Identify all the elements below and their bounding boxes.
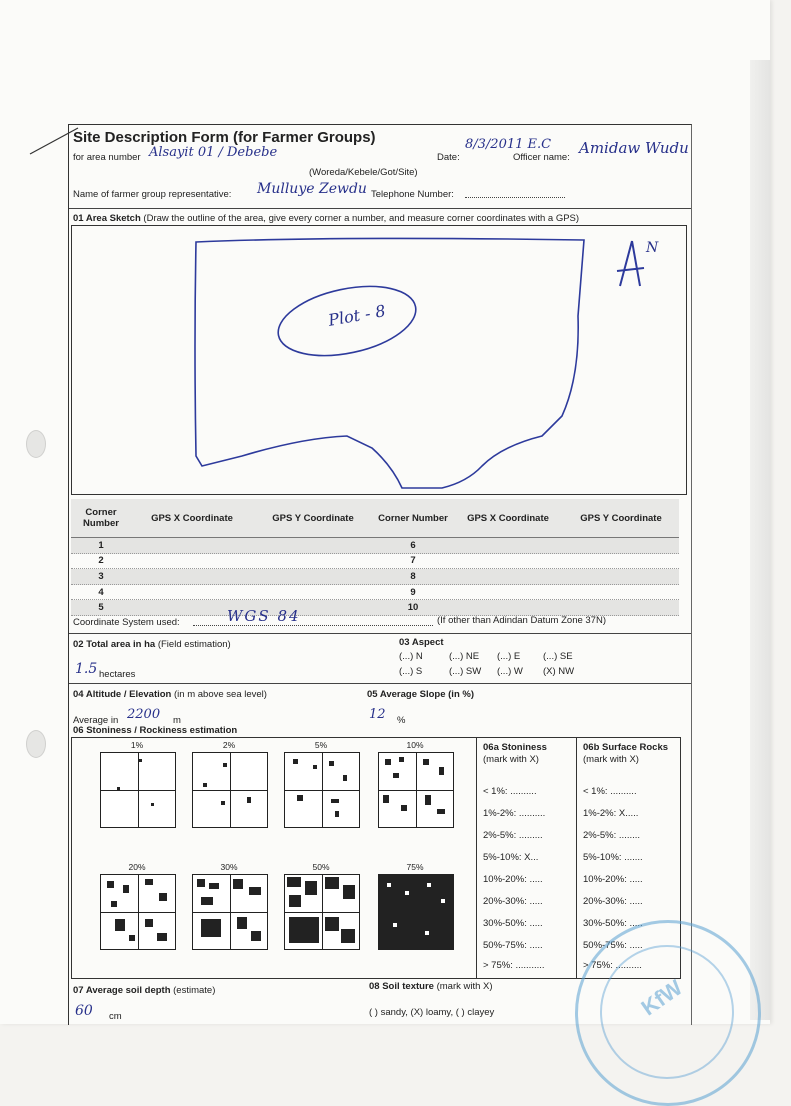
aspect-option-ne[interactable]: (...) NE (449, 651, 480, 662)
soil-texture-heading (369, 981, 493, 992)
soil-texture-options[interactable]: ( ) sandy, (X) loamy, ( ) clayey (369, 1007, 495, 1018)
corner-cell: 2 (98, 555, 104, 567)
surface-rocks-col-hint: (mark with X) (583, 754, 639, 765)
stoniness-col-title: 06a Stoniness (483, 742, 547, 753)
stoniness-sample-2 (192, 752, 268, 828)
slope-label: 05 Average Slope (in %) (367, 689, 474, 700)
pct-label: 20% (128, 862, 146, 872)
pct-label: 50% (312, 862, 330, 872)
stoniness-sample-1 (100, 752, 176, 828)
punch-hole (26, 730, 46, 758)
sketch-heading (73, 213, 579, 224)
corner-cell: 8 (410, 570, 416, 582)
officer-value: Amidaw Wudu (579, 139, 689, 157)
stoniness-sample-50 (284, 874, 360, 950)
coord-system-hint: (If other than Adindan Datum Zone 37N) (437, 615, 606, 626)
corner-cell: 9 (410, 586, 416, 598)
surface-rocks-col-title: 06b Surface Rocks (583, 742, 669, 753)
north-label: N (646, 240, 659, 256)
soil-texture-label: 08 Soil texture (369, 981, 434, 992)
surface-rocks-option[interactable]: 5%-10%: ....... (583, 852, 643, 863)
stoniness-sample-20 (100, 874, 176, 950)
phone-label: Telephone Number: (371, 189, 454, 200)
area-number-label: for area number (73, 152, 141, 163)
col-gps-y: GPS Y Coordinate (272, 512, 354, 524)
stoniness-column (476, 738, 577, 978)
table-row (71, 600, 679, 616)
stoniness-option[interactable]: 2%-5%: ......... (483, 830, 543, 841)
stoniness-sample-30 (192, 874, 268, 950)
woreda-hint: (Woreda/Kebele/Got/Site) (309, 167, 418, 178)
altitude-hint: (in m above sea level) (174, 689, 267, 700)
stoniness-label: 06 Stoniness / Rockiness estimation (73, 725, 238, 736)
pct-label: 75% (406, 862, 424, 872)
soil-depth-heading (73, 985, 215, 996)
coord-system-underline (193, 625, 433, 626)
pct-label: 5% (314, 740, 328, 750)
rep-label: Name of farmer group representative: (73, 189, 232, 200)
table-row (71, 554, 679, 570)
stoniness-sample-5 (284, 752, 360, 828)
corner-cell: 3 (98, 570, 104, 582)
corner-cell: 7 (410, 555, 416, 567)
pct-label: 30% (220, 862, 238, 872)
plot-label: Plot - 8 (326, 301, 387, 330)
total-area-value: 1.5 (75, 661, 98, 677)
surface-rocks-option[interactable]: 10%-20%: ..... (583, 874, 643, 885)
table-row (71, 538, 679, 554)
area-number-value: Alsayit 01 / Debebe (149, 145, 278, 160)
stoniness-sample-10 (378, 752, 454, 828)
stoniness-col-hint: (mark with X) (483, 754, 539, 765)
divider (69, 208, 691, 209)
stoniness-option[interactable]: 20%-30%: ..... (483, 896, 543, 907)
surface-rocks-option[interactable]: 50%-75%: ..... (583, 940, 643, 951)
paper-edge (750, 60, 770, 1020)
punch-hole (26, 430, 46, 458)
date-label: Date: (437, 152, 460, 163)
pct-label: 1% (130, 740, 144, 750)
coord-system-label: Coordinate System used: (73, 617, 180, 628)
table-row (71, 585, 679, 601)
date-value: 8/3/2011 E.C (465, 137, 552, 152)
col-corner-number-2: Corner Number (378, 512, 448, 524)
surface-rocks-option[interactable]: > 75%: .......... (583, 960, 642, 971)
altitude-avg-label: Average in (73, 715, 119, 726)
gps-table (71, 499, 679, 616)
col-gps-x-2: GPS X Coordinate (467, 512, 549, 524)
plot-outline-drawing (72, 226, 686, 494)
soil-depth-value: 60 (75, 1003, 93, 1019)
sketch-heading-num: 01 Area Sketch (73, 213, 141, 224)
table-row (71, 569, 679, 585)
soil-depth-label: 07 Average soil depth (73, 985, 171, 996)
stoniness-sample-75 (378, 874, 454, 950)
col-corner-number: Corner Number (83, 507, 119, 529)
stoniness-box (71, 737, 681, 979)
divider (69, 683, 691, 684)
slope-unit: % (397, 715, 406, 726)
rep-value: Mulluye Zewdu (257, 181, 367, 197)
aspect-label: 03 Aspect (399, 637, 444, 648)
total-area-hint: (Field estimation) (157, 639, 231, 650)
stoniness-option[interactable]: > 75%: ........... (483, 960, 545, 971)
total-area-label: 02 Total area in ha (73, 639, 156, 650)
aspect-option-n[interactable]: (...) N (399, 651, 423, 662)
altitude-unit: m (173, 715, 181, 726)
divider (69, 633, 691, 634)
aspect-option-sw[interactable]: (...) SW (449, 666, 482, 677)
gps-table-header (71, 499, 679, 538)
area-sketch-box[interactable] (71, 225, 687, 495)
corner-cell: 6 (410, 539, 416, 551)
pct-label: 2% (222, 740, 236, 750)
corner-cell: 10 (407, 602, 419, 614)
aspect-option-e[interactable]: (...) E (497, 651, 521, 662)
soil-depth-hint: (estimate) (173, 985, 216, 996)
corner-cell: 4 (98, 586, 104, 598)
altitude-heading (73, 689, 267, 700)
col-gps-x: GPS X Coordinate (151, 512, 233, 524)
slope-value: 12 (369, 707, 386, 722)
soil-depth-unit: cm (109, 1011, 122, 1022)
stoniness-option[interactable]: 10%-20%: ..... (483, 874, 543, 885)
corner-cell: 5 (98, 602, 104, 614)
officer-label: Officer name: (513, 152, 570, 163)
phone-field[interactable] (465, 197, 565, 198)
surface-rocks-option[interactable]: < 1%: .......... (583, 786, 637, 797)
stoniness-option[interactable]: 1%-2%: .......... (483, 808, 546, 819)
form-title: Site Description Form (for Farmer Groups) (73, 129, 376, 146)
altitude-value: 2200 (127, 707, 161, 722)
surface-rocks-option[interactable]: 20%-30%: ..... (583, 896, 643, 907)
coord-system-value: WGS 84 (227, 607, 301, 625)
total-area-unit: hectares (99, 669, 136, 680)
stoniness-option[interactable]: < 1%: .......... (483, 786, 537, 797)
soil-texture-hint: (mark with X) (436, 981, 493, 992)
aspect-option-se[interactable]: (...) SE (543, 651, 573, 662)
aspect-option-nw[interactable]: (X) NW (543, 666, 575, 677)
sketch-heading-text: (Draw the outline of the area, give every corner a number, and measure corner coordinates with a GPS) (143, 213, 580, 224)
surface-rocks-option[interactable]: 2%-5%: ........ (583, 830, 641, 841)
stoniness-option[interactable]: 5%-10%: X... (483, 852, 539, 863)
surface-rocks-option[interactable]: 1%-2%: X..... (583, 808, 639, 819)
total-area-heading (73, 639, 231, 650)
gps-table-body (71, 538, 679, 616)
stamp-text: KfW (636, 974, 687, 1021)
col-gps-y-2: GPS Y Coordinate (580, 512, 662, 524)
site-description-form (68, 124, 692, 1025)
pct-label: 10% (406, 740, 424, 750)
aspect-option-s[interactable]: (...) S (399, 666, 423, 677)
stoniness-option[interactable]: 50%-75%: ..... (483, 940, 543, 951)
surface-rocks-option[interactable]: 30%-50%: ..... (583, 918, 643, 929)
stoniness-option[interactable]: 30%-50%: ..... (483, 918, 543, 929)
office-stamp-inner (600, 945, 734, 1079)
aspect-option-w[interactable]: (...) W (497, 666, 523, 677)
corner-cell: 1 (98, 539, 104, 551)
altitude-label: 04 Altitude / Elevation (73, 689, 172, 700)
